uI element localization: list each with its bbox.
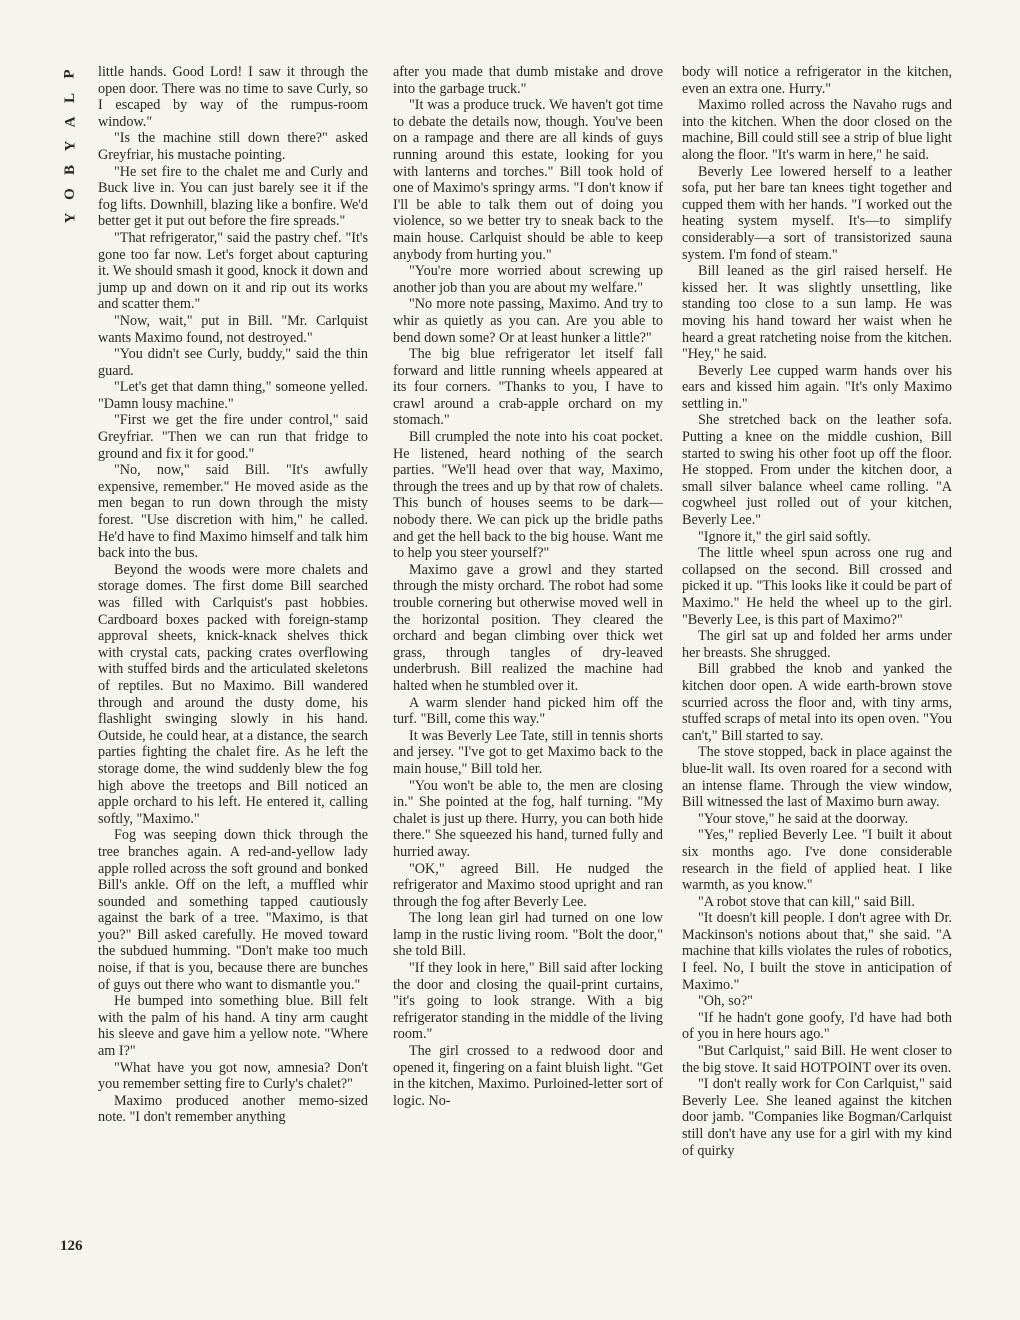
- paragraph: The long lean girl had turned on one low lamp in the rustic living room. "Bolt the door," she told Bill.: [393, 910, 663, 960]
- paragraph: The girl sat up and folded her arms under her breasts. She shrugged.: [682, 628, 952, 661]
- paragraph: Bill grabbed the knob and yanked the kitchen door open. A wide earth-brown stove scurried across the floor and, with tiny arms, stuffed scraps of metal into its open oven. "You can't," Bill started to say.: [682, 661, 952, 744]
- masthead-letter: L: [61, 92, 78, 104]
- paragraph: "Oh, so?": [698, 993, 753, 1010]
- paragraph: Maximo rolled across the Navaho rugs and into the kitchen. When the door closed on the machine, Bill could still see a strip of blue light along the floor. "It's warm in here," he said.: [682, 97, 952, 163]
- masthead-letter: O: [61, 188, 78, 200]
- paragraph: "First we get the fire under control," said Greyfriar. "Then we can run that fridge to ground and fix it for good.": [98, 412, 368, 462]
- paragraph: Fog was seeping down thick through the tree branches again. A red-and-yellow lady apple rolled across the soft ground and bonked Bill's ankle. Off on the left, a muffled whir sounded and something tapped cautiously against the bark of a tree. "Maximo, is that you?" Bill asked carefully. He moved toward the subdued humming. "Don't make too much noise, if that is you, because there are bunches of guys out there who want to dismantle you.": [98, 827, 368, 993]
- paragraph: "Your stove," he said at the doorway.: [698, 810, 909, 827]
- paragraph: "What have you got now, amnesia? Don't you remember setting fire to Curly's chalet?": [98, 1059, 368, 1093]
- paragraph: "Ignore it," the girl said softly.: [698, 528, 871, 545]
- paragraph: "You won't be able to, the men are closing in." She pointed at the fog, half turning. "My chalet is just up there. Hurry, you can both hide there." She squeezed his hand, turned fully and hurried away.: [393, 777, 663, 860]
- paragraph: "A robot stove that can kill," said Bill.: [698, 893, 915, 910]
- masthead-letter: B: [61, 164, 78, 176]
- paragraph: "Let's get that damn thing," someone yelled. "Damn lousy machine.": [98, 379, 368, 412]
- masthead-letter: Y: [62, 212, 78, 224]
- paragraph: A warm slender hand picked him off the turf. "Bill, come this way.": [393, 694, 663, 728]
- paragraph: "I don't really work for Con Carlquist," said Beverly Lee. She leaned against the kitchen door jamb. "Companies like Bogman/Carlquist still don't have any use for a girl with my kind of quirky: [682, 1076, 952, 1159]
- paragraph: "Is the machine still down there?" asked Greyfriar, his mustache pointing.: [98, 130, 368, 163]
- paragraph: body will notice a refrigerator in the kitchen, even an extra one. Hurry.": [682, 64, 952, 97]
- paragraph: The little wheel spun across one rug and collapsed on the second. Bill crossed and picked it up. "This looks like it could be part of Maximo." He held the wheel up to the girl. "Beverly Lee, is this part of Maximo?": [682, 545, 952, 628]
- paragraph: The big blue refrigerator let itself fall forward and little running wheels appeared at its four corners. "Thanks to you, I have to crawl around a crab-apple orchard on my stomach.": [393, 346, 663, 429]
- paragraph: "But Carlquist," said Bill. He went closer to the big stove. It said HOTPOINT over its oven.: [682, 1043, 952, 1076]
- paragraph: "Now, wait," put in Bill. "Mr. Carlquist wants Maximo found, not destroyed.": [98, 312, 368, 346]
- masthead-letter: P: [61, 69, 78, 79]
- masthead-letter: A: [62, 116, 78, 128]
- paragraph: It was Beverly Lee Tate, still in tennis shorts and jersey. "I've got to get Maximo back to the main house," Bill told her.: [393, 727, 663, 777]
- text-column-1: [98, 64, 368, 1126]
- text-column-2: [393, 64, 663, 1109]
- paragraph: He bumped into something blue. Bill felt with the palm of his hand. A tiny arm caught his sleeve and gave him a yellow note. "Where am I?": [98, 993, 368, 1060]
- paragraph: She stretched back on the leather sofa. Putting a knee on the middle cushion, Bill started to swing his other foot up off the floor. He stopped. From under the kitchen door, a small silver balance wheel came rolling. "A cogwheel just rolled out of your kitchen, Beverly Lee.": [682, 412, 952, 529]
- paragraph: "That refrigerator," said the pastry chef. "It's gone too far now. Let's forget about capturing it. We should smash it good, knock it down and jump up and down on it and rip out its works and scatter them.": [98, 229, 368, 313]
- paragraph: "You're more worried about screwing up another job than you are about my welfare.": [393, 263, 663, 296]
- paragraph: "Yes," replied Beverly Lee. "I built it about six months ago. I've done considerable research in the field of applied heat. I like warmth, as you know.": [682, 827, 952, 894]
- paragraph: little hands. Good Lord! I saw it through the open door. There was no time to save Curly, so I escaped by way of the rumpus-room window.": [98, 64, 368, 130]
- paragraph: Beverly Lee cupped warm hands over his ears and kissed him again. "It's only Maximo settling in.": [682, 362, 952, 412]
- paragraph: Beverly Lee lowered herself to a leather sofa, put her bare tan knees tight together and cupped them with her hands. "I worked out the heating system myself. It's—to simplify considerably—a sort of transistorized sauna system. I'm fond of steam.": [682, 163, 952, 263]
- paragraph: "It doesn't kill people. I don't agree with Dr. Mackinson's notions about that," she said. "A machine that kills violates the rules of robotics, I feel. No, I built the stove in anticipation of Maximo.": [682, 910, 952, 993]
- paragraph: Bill leaned as the girl raised herself. He kissed her. It was slightly unsettling, like standing too close to a sun lamp. He was moving his hand toward her waist when he heard a great ratcheting noise from the kitchen. "Hey," he said.: [682, 263, 952, 363]
- magazine-masthead: [58, 62, 82, 230]
- paragraph: Maximo produced another memo-sized note. "I don't remember anything: [98, 1092, 368, 1126]
- paragraph: "It was a produce truck. We haven't got time to debate the details now, though. You've been on a rampage and there are all kinds of guys running around this estate, looking for you with lanterns and torches." Bill took hold of one of Maximo's springy arms. "I don't know if I'll be able to talk them out of doing you violence, so we better try to sneak back to the main house. Carlquist should be able to keep anybody from hurting you.": [393, 97, 663, 263]
- text-column-3: [682, 64, 952, 1159]
- paragraph: Bill crumpled the note into his coat pocket. He listened, heard nothing of the search parties. "We'll head over that way, Maximo, through the trees and up by that row of chalets. This bunch of houses seems to be dark—nobody there. We can pick up the bridle paths and get the hell back to the big house. Want me to help you steer yourself?": [393, 429, 663, 562]
- paragraph: "You didn't see Curly, buddy," said the thin guard.: [98, 346, 368, 379]
- paragraph: Maximo gave a growl and they started through the misty orchard. The robot had some trouble cornering but otherwise moved well in the horizontal position. They cleared the orchard and began climbing over thick wet grass, through tangles of dry-leaved underbrush. Bill realized the machine had halted when he stumbled over it.: [393, 561, 663, 694]
- paragraph: "No more note passing, Maximo. And try to whir as quietly as you can. Are you able to bend down some? Or at least hunker a little?": [393, 296, 663, 346]
- paragraph: "He set fire to the chalet me and Curly and Buck live in. You can just barely see it if the fog lifts. Downhill, blazing like a bonfire. We'd better get it put out before the fire spreads.": [98, 163, 368, 230]
- paragraph: "OK," agreed Bill. He nudged the refrigerator and Maximo stood upright and ran through the fog after Beverly Lee.: [393, 860, 663, 910]
- paragraph: after you made that dumb mistake and drove into the garbage truck.": [393, 64, 663, 97]
- paragraph: Beyond the woods were more chalets and storage domes. The first dome Bill searched was filled with Carlquist's past hobbies. Cardboard boxes packed with foreign-stamp approval sheets, knick-knack shelves thick with crystal cats, packing crates overflowing with stuffed birds and the articulated skeletons of reptiles. But no Maximo. Bill wandered through and around the dusty dome, his flashlight swinging slowly in his hand. Outside, he could hear, at a distance, the search parties fighting the chalet fire. As he left the storage dome, the wind suddenly blew the fog high above the treetops and Bill noticed an apple orchard to his left. He entered it, calling softly, "Maximo.": [98, 561, 368, 827]
- paragraph: "If he hadn't gone goofy, I'd have had both of you in here hours ago.": [682, 1009, 952, 1043]
- paragraph: The girl crossed to a redwood door and opened it, fingering on a faint bluish light. "Get in the kitchen, Maximo. Purloined-letter sort of logic. No-: [393, 1043, 663, 1109]
- masthead-letter: Y: [62, 140, 78, 152]
- page-number: 126: [60, 1238, 83, 1254]
- paragraph: "If they look in here," Bill said after locking the door and closing the quail-print curtains, "it's going to look strange. With a big refrigerator standing in the middle of the living room.": [393, 960, 663, 1043]
- paragraph: "No, now," said Bill. "It's awfully expensive, remember." He moved aside as the men began to run down through the misty forest. "Use discretion with him," he called. He'd have to find Maximo himself and talk him back into the bus.: [98, 462, 368, 562]
- paragraph: The stove stopped, back in place against the blue-lit wall. Its oven roared for a second with an intense flame. Through the view window, Bill witnessed the last of Maximo burn away.: [682, 744, 952, 811]
